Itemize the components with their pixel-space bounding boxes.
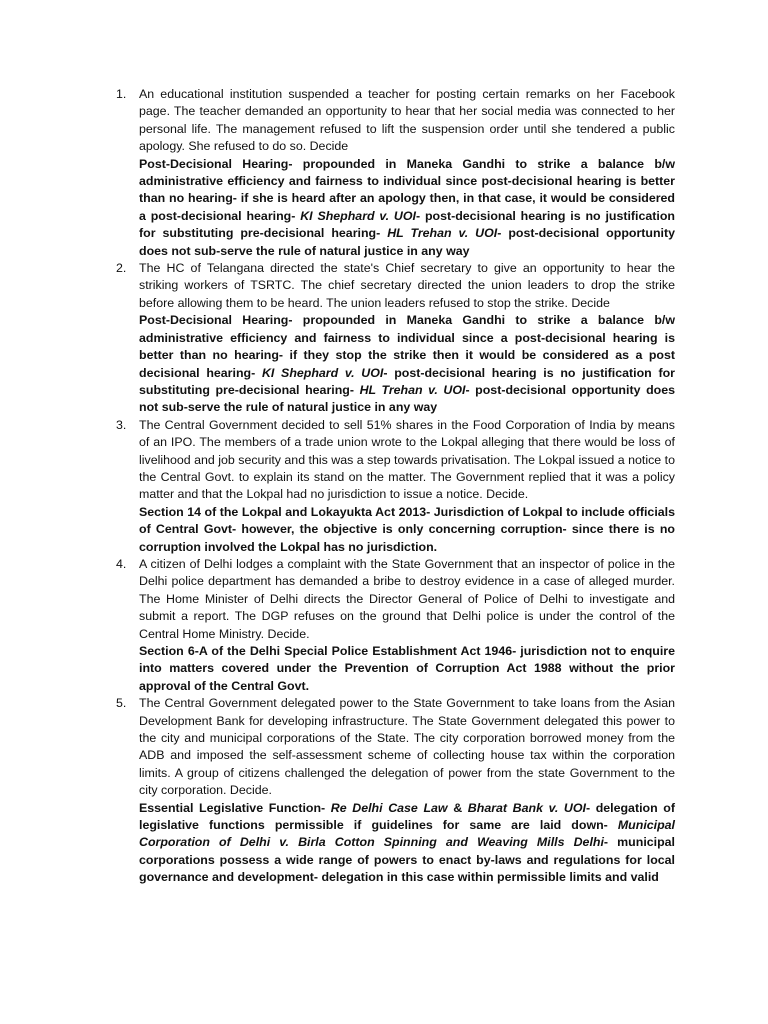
answer-text: Essential Legislative Function- Re Delhi Case Law & Bharat Bank v. UOI- delegation of legislative functions permissible if guidelines for same are laid down- Municipal Corporation of Delhi v. Birla Cotton Spinning and Weaving Mills Delhi- municipal corporations possess a wide range of powers to enact by-laws and regulations for local governance and development- delegation in this case within permissible limits and valid xyxy=(139,800,675,885)
question-text: An educational institution suspended a teacher for posting certain remarks on her Facebook page. The teacher demanded an opportunity to hear that her social media was connected to her personal life. The management refused to lift the suspension order until she tendered a public apology. She refused to do so. Decide xyxy=(139,87,675,154)
question-text: The Central Government decided to sell 51% shares in the Food Corporation of India by means of an IPO. The members of a trade union wrote to the Lokpal alleging that there would be loss of livelihood and job security and this was a step towards privatisation. The Lokpal issued a notice to the Central Govt. to explain its stand on the matter. The Government replied that it was a policy matter and that the Lokpal had no jurisdiction to issue a notice. Decide. xyxy=(139,417,675,502)
answer-text: Post-Decisional Hearing- propounded in Maneka Gandhi to strike a balance b/w administrative efficiency and fairness to individual since a post-decisional hearing is better than no hearing- if they stop the strike then it would be considered as a post decisional hearing- KI Shephard v. UOI- post-decisional hearing is no justification for substituting pre-decisional hearing- HL Trehan v. UOI- post-decisional opportunity does not sub-serve the rule of natural justice in any way xyxy=(139,313,675,415)
item-number: 5. xyxy=(116,696,127,711)
case-name: Bharat Bank v. UOI xyxy=(467,800,586,815)
list-item xyxy=(116,556,675,695)
question-list xyxy=(116,86,675,887)
answer-text: Section 6-A of the Delhi Special Police Establishment Act 1946- jurisdiction not to enquire into matters covered under the Prevention of Corruption Act 1988 without the prior approval of the Central Govt. xyxy=(139,644,675,693)
question-text: The HC of Telangana directed the state's Chief secretary to give an opportunity to hear the striking workers of TSRTC. The chief secretary directed the union leaders to drop the strike before allowing them to be heard. The union leaders refused to stop the strike. Decide xyxy=(139,261,675,310)
list-item xyxy=(116,260,675,417)
item-number: 1. xyxy=(116,87,127,101)
case-name: Re Delhi Case Law xyxy=(330,800,448,815)
question-text: A citizen of Delhi lodges a complaint with the State Government that an inspector of police in the Delhi police department has demanded a bribe to destroy evidence in a case of alleged murder. The Home Minister of Delhi directs the Director General of Police of Delhi to investigate and submit a report. The DGP refuses on the ground that Delhi police is under the control of the Central Home Ministry. Decide. xyxy=(139,556,675,641)
question-text: The Central Government delegated power to the State Government to take loans from the Asian Development Bank for developing infrastructure. The State Government delegated this power to the city and municipal corporations of the State. The city corporation borrowed money from the ADB and imposed the self-assessment scheme of collecting house tax within the corporation limits. A group of citizens challenged the delegation of power from the state Government to the city corporation. Decide. xyxy=(139,696,675,798)
case-name: HL Trehan v. UOI xyxy=(359,382,466,397)
answer-text: Post-Decisional Hearing- propounded in Maneka Gandhi to strike a balance b/w administrative efficiency and fairness to individual since post-decisional hearing is better than no hearing- if she is heard after an apology then, in that case, it would be considered a post-decisional hearing- KI Shephard v. UOI- post-decisional hearing is no justification for substituting pre-decisional hearing- HL Trehan v. UOI- post-decisional opportunity does not sub-serve the rule of natural justice in any way xyxy=(139,156,676,258)
list-item xyxy=(116,417,675,556)
case-name: Municipal Corporation of Delhi v. Birla Cotton Spinning and Weaving Mills Delhi xyxy=(139,818,675,850)
list-item xyxy=(116,86,675,260)
case-name: HL Trehan v. UOI xyxy=(387,226,498,241)
item-number: 4. xyxy=(116,556,127,571)
item-number: 2. xyxy=(116,261,127,276)
item-number: 3. xyxy=(116,417,127,432)
case-name: KI Shephard v. UOI xyxy=(261,365,384,380)
answer-text: Section 14 of the Lokpal and Lokayukta Act 2013- Jurisdiction of Lokpal to include officials of Central Govt- however, the objective is only concerning corruption- since there is no corruption involved the Lokpal has no jurisdiction. xyxy=(139,504,675,554)
list-item xyxy=(116,695,675,886)
case-name: KI Shephard v. UOI xyxy=(300,208,416,223)
